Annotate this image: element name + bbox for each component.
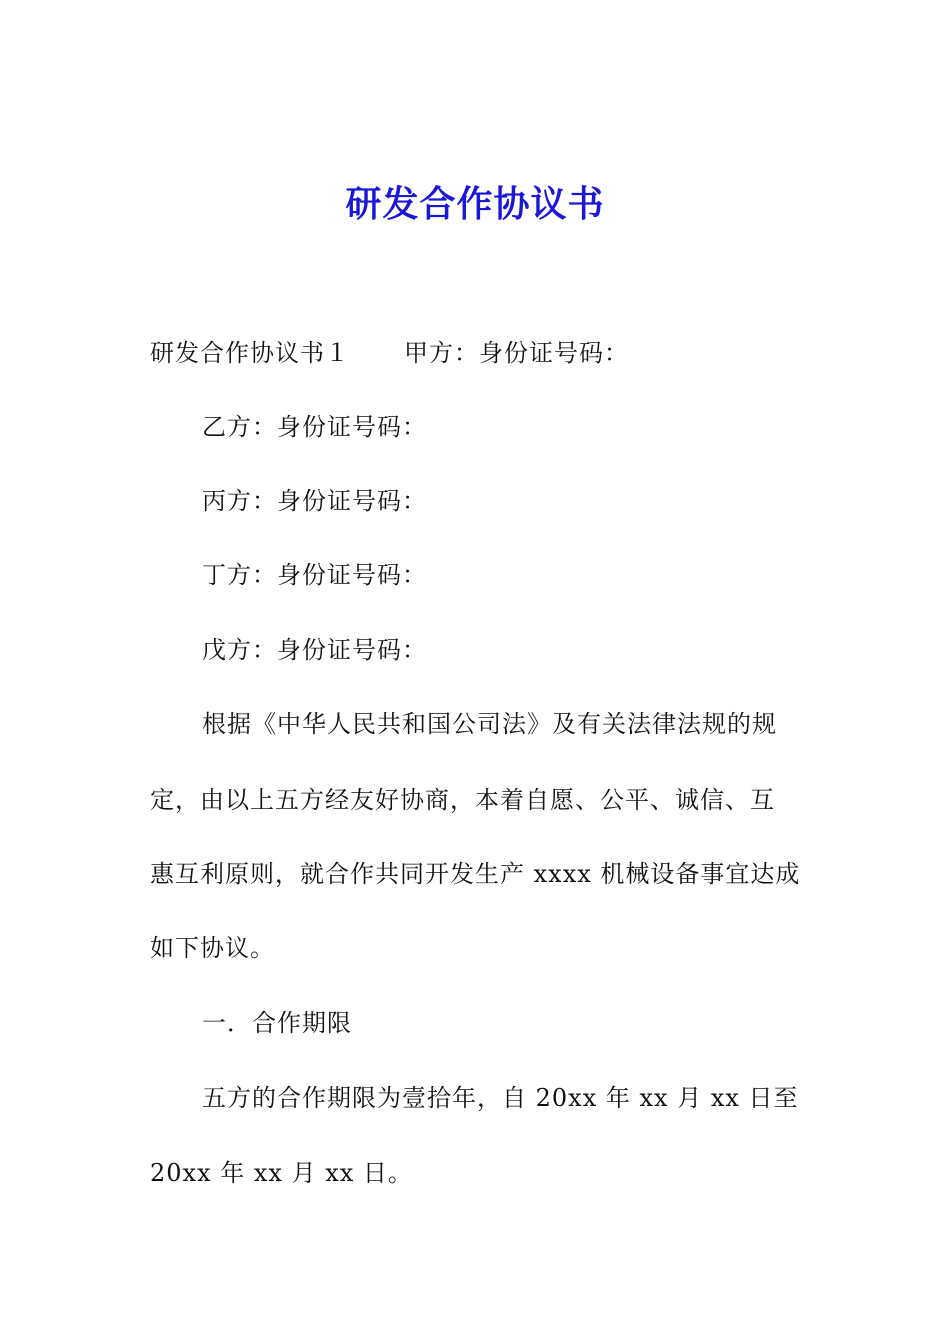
paragraph-line: 根据《中华人民共和国公司法》及有关法律法规的规 bbox=[202, 710, 777, 738]
paragraph-line: 20xx 年 xx 月 xx 日。 bbox=[150, 1159, 413, 1187]
party-c-line: 丙方：身份证号码： bbox=[202, 487, 427, 515]
party-a-line: 甲方：身份证号码： bbox=[404, 339, 629, 367]
paragraph-line: 惠互利原则，就合作共同开发生产 xxxx 机械设备事宜达成 bbox=[150, 860, 801, 888]
paragraph-line: 五方的合作期限为壹拾年，自 20xx 年 xx 月 xx 日至 bbox=[202, 1084, 799, 1112]
clause-heading: 一．合作期限 bbox=[202, 1009, 352, 1037]
party-d-line: 丁方：身份证号码： bbox=[202, 561, 427, 589]
document-title: 研发合作协议书 bbox=[345, 183, 605, 225]
first-line bbox=[150, 336, 629, 370]
paragraph-line: 定，由以上五方经友好协商，本着自愿、公平、诚信、互 bbox=[150, 786, 775, 814]
party-b-line: 乙方：身份证号码： bbox=[202, 413, 427, 441]
party-e-line: 戊方：身份证号码： bbox=[202, 636, 427, 664]
paragraph-line: 如下协议。 bbox=[150, 934, 275, 962]
section-heading: 研发合作协议书１ bbox=[150, 339, 350, 367]
